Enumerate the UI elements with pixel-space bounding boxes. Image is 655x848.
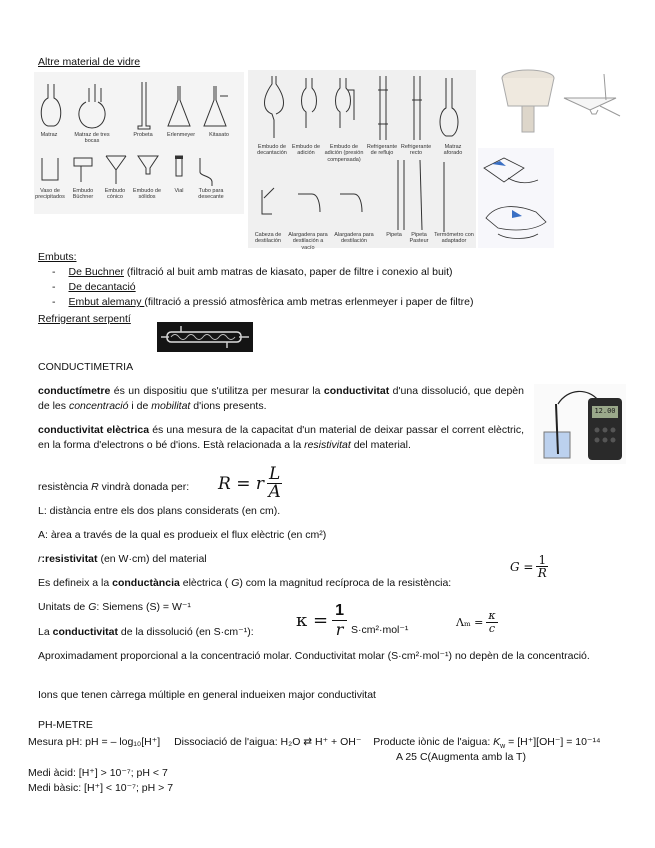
water-dissociation: Dissociació de l'aigua: H₂O ⇄ H⁺ + OH⁻ [174,736,362,748]
kw-sub: w [500,743,506,751]
units-post: : Siemens (S) = W⁻¹ [96,601,191,613]
p1-text-3: i de [128,400,152,413]
label-alargadera-vacio: Alargadera para destilación a vacío [288,232,328,251]
units-G: G [88,601,97,613]
p1-text-1: és un dispositiu que s'utilitza per mesurar la [110,385,324,397]
acid-medium: Medi àcid: [H⁺] > 10⁻⁷; pH < 7 [28,767,168,779]
p2-text-1: és una mesura de la capacitat d'un material de deixar passar el corrent elèctric, en la forma d'electrons o bé d'ions. Està relacionada a la [38,424,524,452]
resistance-line [38,481,189,493]
label-cabeza: Cabeza de destilación [254,232,282,245]
kappa-units: S·cm²·mol⁻¹ [350,623,409,636]
resist-post: vindrà donada per: [98,481,190,493]
embuts-item-3-name: Embut alemany [68,296,145,308]
embuts-title: Embuts: [38,251,77,263]
label-kitasato: Kitasato [209,132,229,138]
ph-title: PH-METRE [38,719,93,731]
cdis-post: de la dissolució (en S·cm⁻¹): [117,626,254,638]
kappa-formula [296,602,408,639]
L-definition: L: distància entre els dos plans considerats (en cm). [38,505,281,517]
label-conico: Embudo cónico [104,188,126,201]
label-adicion: Embudo de adición [291,144,321,157]
label-refrig-recto: Refrigerante recto [400,144,432,157]
basic-medium: Medi bàsic: [H⁺] < 10⁻⁷; pH > 7 [28,782,174,794]
resist-pre: resistència [38,481,92,493]
serpentine-condenser-photo [157,322,253,352]
conductivitat-electrica-term: conductivitat elèctrica [38,424,150,436]
conduct-title: CONDUCTIMETRIA [38,361,134,373]
cond-t1: elèctrica ( [179,577,232,589]
kappa-den: r [335,620,344,639]
conductance-definition [38,577,451,589]
label-vaso: Vaso de precipitados [35,188,65,201]
label-termometro: Termómetro con adaptador [434,232,474,245]
lambda-symbol: Λₘ = [456,616,484,629]
conduct-paragraph-1 [38,384,524,414]
heading-material: Altre material de vidre [38,56,141,68]
formula-L: L [268,464,281,484]
cdis-pre: La [38,626,53,638]
cond-t2: ) com la magnitud recíproca de la resistència: [239,577,452,589]
resistivitat-label: :resistivitat [41,553,98,565]
glassware-figure-2 [248,70,476,251]
label-buchner: Embudo Büchner [72,188,94,201]
cond-G: G [231,577,240,589]
label-matraz: Matraz [40,132,58,138]
embuts-item-1-desc: (filtració al buit amb matras de kiasato, paper de filtre i conexio al buit) [123,266,453,278]
cond-pre: Es defineix a la [38,577,113,589]
label-matraz-tres: Matraz de tres bocas [74,132,110,145]
resistivitat-term: resistivitat [304,439,351,452]
p1-text-4: d'ions presents. [190,400,267,413]
embuts-item-3: - Embut alemany (filtració a pressió atmosfèrica amb metras erlenmeyer i paper de filtre) [52,296,474,308]
r-definition [38,553,207,565]
label-vial: Vial [174,188,184,194]
embuts-item-1: - De Buchner (filtració al buit amb matras de kiasato, paper de filtre i conexio al buit) [52,266,453,278]
ph-line-1 [28,736,600,750]
embuts-item-1-name: De Buchner [68,266,124,278]
A-definition: A: àrea a través de la qual es produeix el flux elèctric (en cm²) [38,529,327,541]
lambda-num: κ [488,609,496,622]
molar-conductivity-formula [456,610,498,635]
buchner-funnel-photo [498,66,564,136]
formula-R: R = r [218,473,264,494]
label-probeta: Probeta [133,132,153,138]
mobilitat-term: mobilitat [151,400,191,413]
kappa-num: 1 [332,602,347,621]
formula-G: G = [510,559,534,574]
conductimetre-term: conductímetre [38,385,111,397]
label-matraz-aforado: Matraz aforado [443,144,463,157]
formula-G-den: R [537,566,547,580]
ionic-product-label: Producte iònic de l'aigua: [373,736,494,748]
kw-K: K [493,736,501,748]
formula-A: A [268,482,281,502]
approx-paragraph: Aproximadament proporcional a la concentració molar. Conductivitat molar (S·cm²·mol⁻¹) no depèn de la concentració. [38,650,590,662]
funnel-usage-diagram [478,148,554,248]
embuts-item-3-desc: (filtració a pressió atmosfèrica amb metras erlenmeyer i paper de filtre) [144,296,474,308]
ph-line-2: A 25 C(Augmenta amb la T) [396,751,526,763]
concentracio-term: concentració [68,400,129,413]
kw-value: = [H⁺][OH⁻] = 10⁻¹⁴ [505,736,601,748]
r-symbol: r [38,553,42,565]
units-line [38,601,191,613]
label-pipeta: Pipeta [386,232,402,238]
label-alargadera: Alargadera para destilación [334,232,374,245]
conductancia-term: conductància [112,577,180,589]
conductivity-meter-photo [534,384,626,464]
resist-R: R [91,481,99,493]
meter-display: 12.00 [594,407,616,415]
refrigerant-title: Refrigerant serpentí [38,313,131,325]
embuts-item-2: - De decantació [52,281,136,293]
r-text: (en W·cm) del material [97,553,207,565]
ions-line: Ions que tenen càrrega múltiple en general indueixen major conductivitat [38,689,376,701]
conduct-paragraph-2 [38,423,524,453]
lambda-den: c [488,622,496,635]
label-adicion-comp: Embudo de adición (presión compensada) [324,144,364,163]
embuts-item-2-name: De decantació [68,281,136,293]
label-pipeta-pasteur: Pipeta Pasteur [409,232,429,245]
glass-funnel-photo [560,70,630,130]
label-refrig-reflujo: Refrigerante de reflujo [366,144,398,157]
resistance-formula [218,466,282,501]
p2-text-2: del material. [350,439,411,452]
glassware-figure-1 [34,72,244,214]
conductance-formula [510,554,548,579]
label-erlenmeyer: Erlenmeyer [166,132,196,138]
label-solidos: Embudo de sólidos [132,188,162,201]
p1-text-2: d'una dissolució, que depèn de les [38,385,524,413]
units-pre: Unitats de [38,601,89,613]
label-desecante: Tubo para desecante [198,188,224,201]
label-decantacion: Embudo de decantación [257,144,287,157]
solution-conductivity-line [38,626,254,638]
ph-measure: Mesura pH: pH = – log₁₀[H⁺] [28,736,161,748]
formula-G-num: 1 [538,553,547,567]
cdis-conductivitat: conductivitat [52,626,118,638]
kappa-symbol: κ = [296,610,329,631]
conductivitat-term: conductivitat [323,385,390,397]
